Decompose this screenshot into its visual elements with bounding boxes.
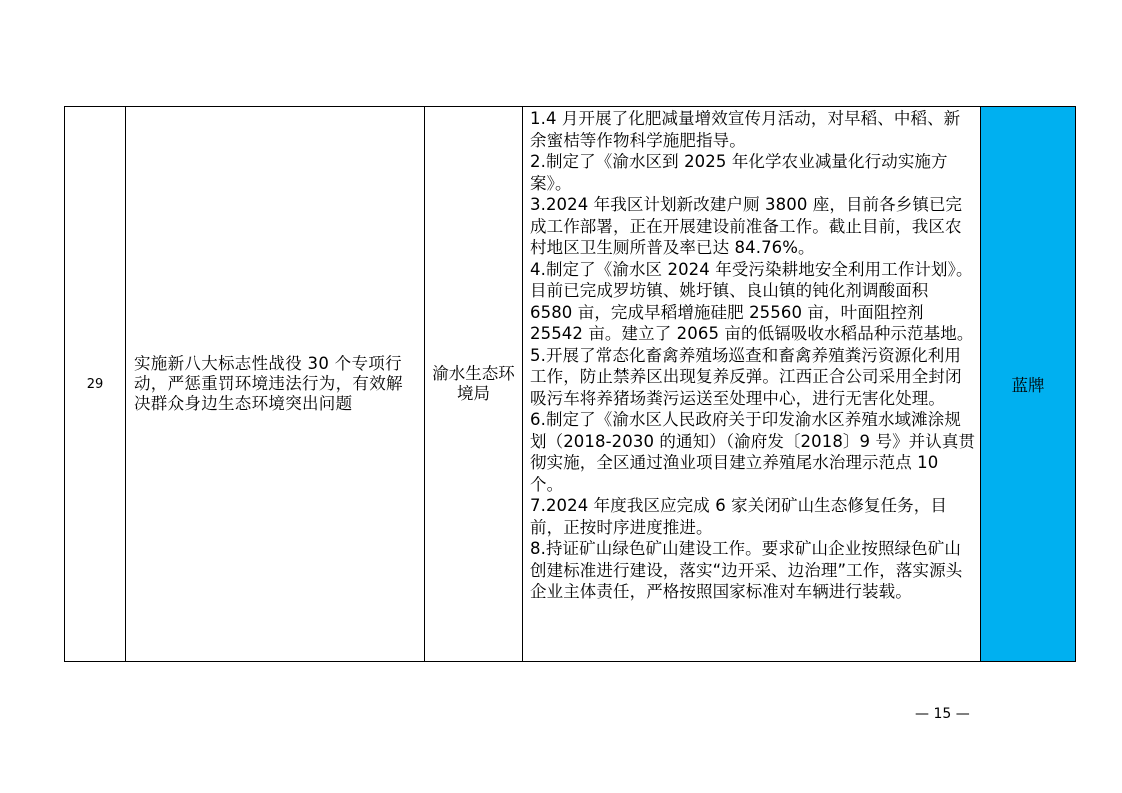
progress-item-8: 8.持证矿山绿色矿山建设工作。要求矿山企业按照绿色矿山创建标准进行建设，落实“边开采、边治理”工作，落实源头企业主体责任，严格按照国家标准对车辆进行装载。 <box>530 539 963 601</box>
responsible-unit: 渝水生态环境局 <box>425 107 523 662</box>
progress-cell <box>523 107 981 662</box>
progress-item-3: 3.2024 年我区计划新改建户厕 3800 座，目前各乡镇已完成工作部署，正在开展建设前准备工作。截止目前，我区农村地区卫生厕所普及率已达 84.76%。 <box>530 195 963 257</box>
progress-item-2: 2.制定了《渝水区到 2025 年化学农业减量化行动实施方案》。 <box>530 152 948 193</box>
status-badge: 蓝牌 <box>981 107 1076 662</box>
progress-item-7: 7.2024 年度我区应完成 6 家关闭矿山生态修复任务，目前，正按时序进度推进。 <box>530 496 947 537</box>
task-description: 实施新八大标志性战役 30 个专项行动，严惩重罚环境违法行为，有效解决群众身边生态环境突出问题 <box>126 107 425 662</box>
progress-item-4: 4.制定了《渝水区 2024 年受污染耕地安全利用工作计划》。目前已完成罗坊镇、姚圩镇、良山镇的钝化剂调酸面积 6580 亩，完成早稻增施硅肥 25560 亩，叶面阻控剂 25542 亩。建立了 2065 亩的低镉吸收水稻品种示范基地。 <box>530 259 974 343</box>
task-table <box>64 106 1076 662</box>
table-row <box>65 107 1076 662</box>
progress-item-5: 5.开展了常态化畜禽养殖场巡查和畜禽养殖粪污资源化利用工作，防止禁养区出现复养反弹。江西正合公司采用全封闭吸污车将养猪场粪污运送至处理中心，进行无害化处理。 <box>530 345 962 408</box>
page-number: — 15 — <box>915 706 970 722</box>
row-number: 29 <box>65 107 126 662</box>
progress-item-1: 1.4 月开展了化肥减量增效宣传月活动，对早稻、中稻、新余蜜桔等作物科学施肥指导。 <box>530 109 961 150</box>
progress-item-6: 6.制定了《渝水区人民政府关于印发渝水区养殖水域滩涂规划（2018-2030 的通知）（渝府发〔2018〕9 号》并认真贯彻实施，全区通过渔业项目建立养殖尾水治理示范点 10 个。 <box>530 410 976 494</box>
